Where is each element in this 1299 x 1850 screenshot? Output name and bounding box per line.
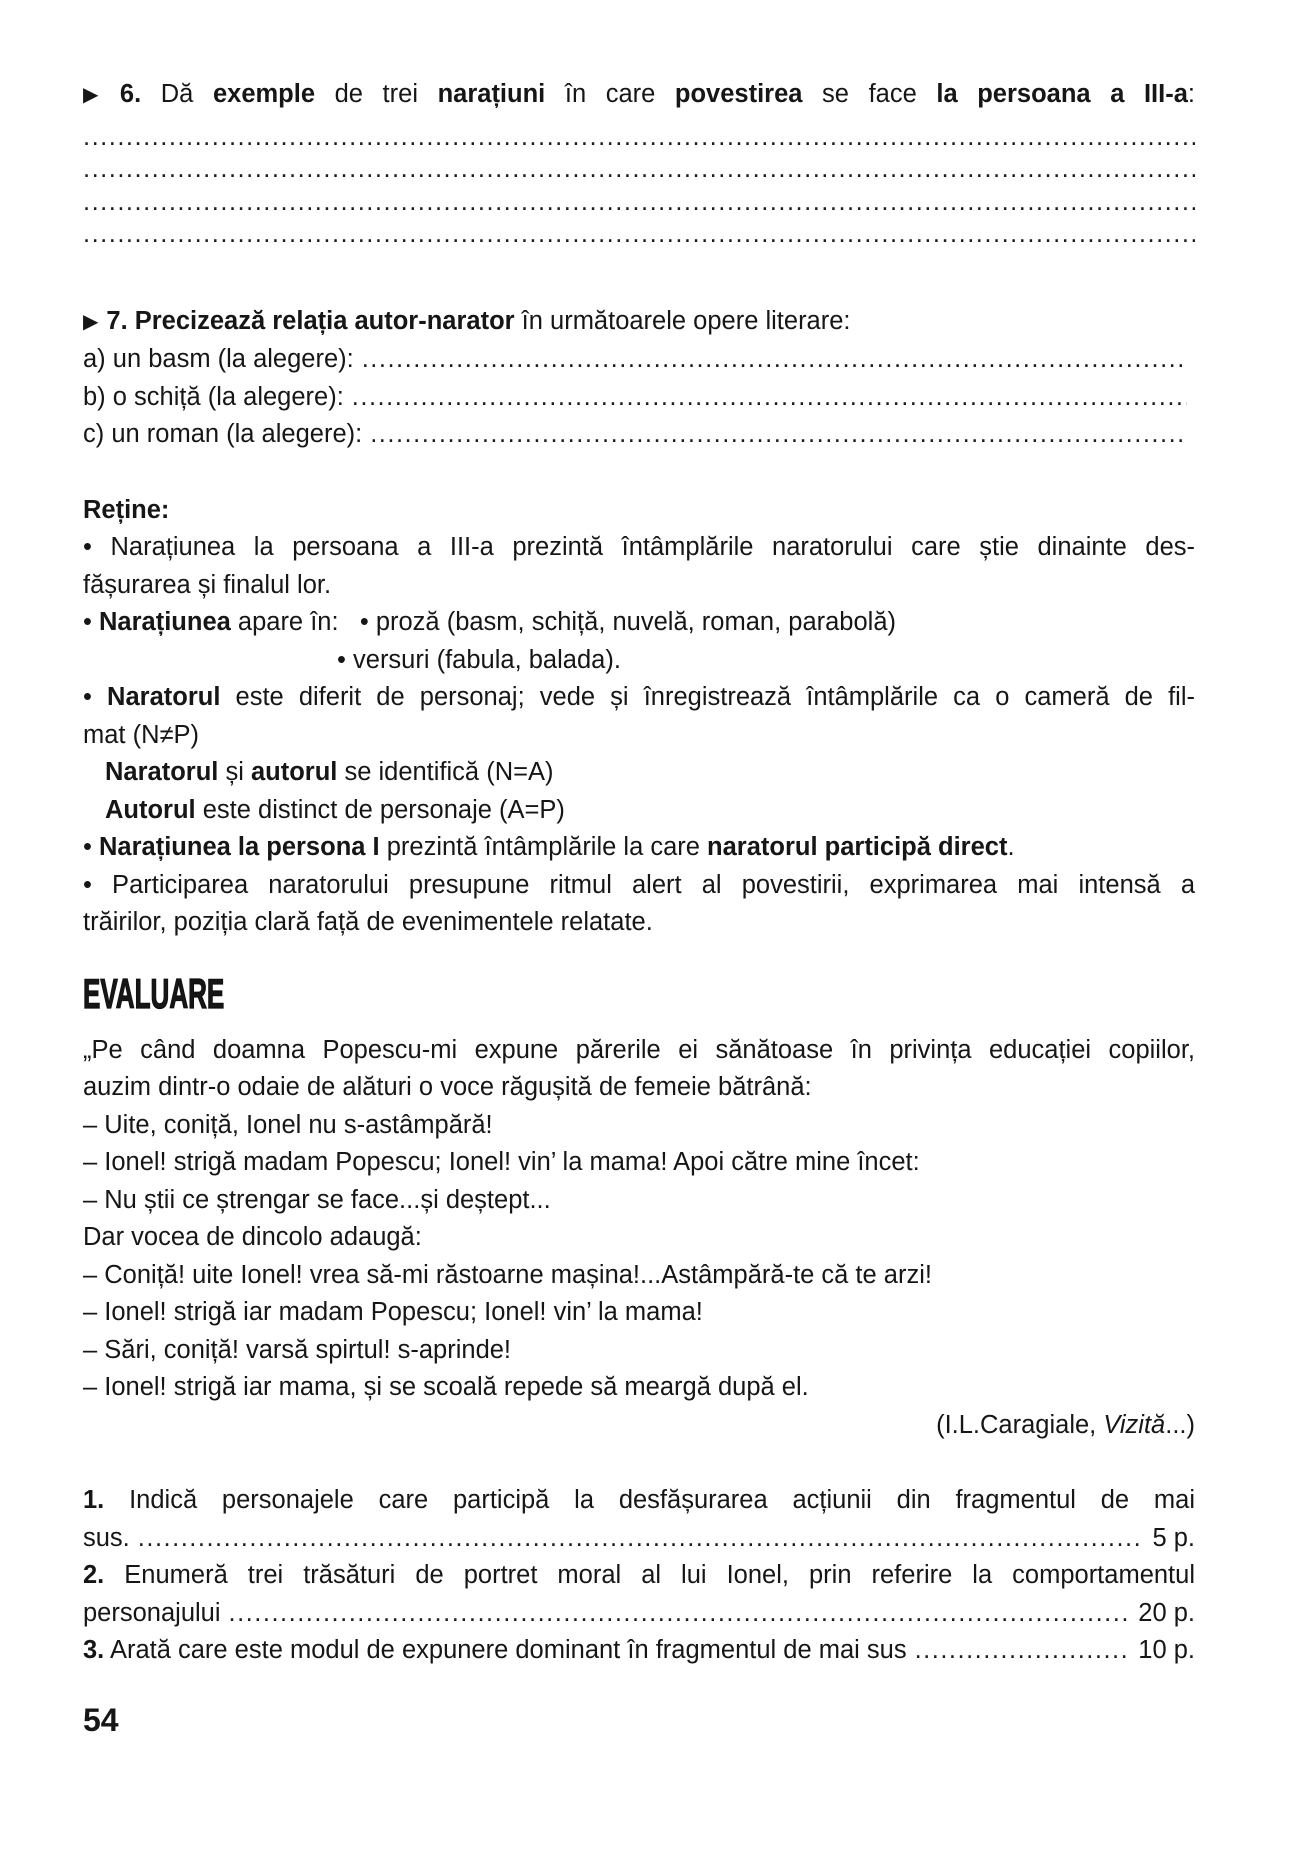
retine-bullet-2-line-2: • versuri (fabula, balada). (337, 645, 621, 674)
question-3-text: 3. Arată care este modul de expunere dominant în fragmentul de mai sus (83, 1636, 907, 1664)
exercise-marker-icon: ▶ (83, 308, 99, 333)
quote-line-4: – Ionel! strigă madam Popescu; Ionel! vin’ la mama! Apoi către mine încet: (83, 1148, 920, 1176)
exercise-7-item-c (83, 416, 1195, 454)
quote-line-2: auzim dintr-o odaie de alături o voce răgușită de femeie bătrână: (83, 1073, 812, 1101)
item-a-label: a) un basm (la alegere): (83, 345, 354, 373)
retine-bullet-4: • Narațiunea la persona I prezintă întâmplările la care naratorul participă direct. (83, 833, 1015, 861)
retine-bullet-1-line-1: • Narațiunea la persoana a III-a prezintă întâmplările naratorului care știe dinainte des- (83, 533, 1195, 561)
quote-line-9: – Sări, coniță! varsă spirtul! s-aprinde! (83, 1335, 512, 1364)
exercise-7-text: 7. Precizează relația autor-narator în următoarele opere literare: (106, 306, 851, 335)
question-2-line-2 (83, 1595, 1195, 1633)
question-1-tail: sus. (83, 1523, 130, 1552)
dotted-leader (915, 1632, 1131, 1670)
answer-line (83, 121, 1195, 154)
quote-line-8: – Ionel! strigă iar madam Popescu; Ionel! vin’ la mama! (83, 1298, 703, 1326)
quote-line-1: „Pe când doamna Popescu-mi expune părerile ei sănătoase în privința educației copiilor, (83, 1035, 1195, 1064)
question-2-points: 20 p. (1138, 1598, 1195, 1627)
item-b-label: b) o schiță (la alegere): (83, 382, 344, 411)
question-2-line-1: 2. Enumeră trei trăsături de portret moral al lui Ionel, prin referire la comportamentul (83, 1561, 1195, 1589)
exercise-6-answer-area (83, 121, 1195, 251)
answer-line (83, 153, 1195, 186)
question-3-line (83, 1632, 1195, 1670)
dotted-leader (352, 379, 1187, 417)
dotted-leader (229, 1595, 1131, 1633)
retine-bullet-5-line-2: trăirilor, poziția clară față de evenimentele relatate. (83, 908, 653, 936)
answer-line (83, 186, 1195, 219)
question-1-line-1: 1. Indică personajele care participă la desfășurarea acțiunii din fragmentul de mai (83, 1486, 1195, 1514)
exercise-6-heading (83, 76, 1195, 115)
answer-line (83, 218, 1195, 251)
retine-bullet-3-line-4: Autorul este distinct de personaje (A=P) (105, 795, 565, 824)
evaluare-title: EVALUARE (83, 969, 225, 1017)
evaluation-questions (83, 1482, 1195, 1670)
retine-bullet-3-line-1: • Naratorul este diferit de personaj; vede și înregistrează întâmplările ca o cameră de fil- (83, 683, 1196, 711)
dotted-leader (362, 341, 1187, 379)
exercise-7-heading (83, 303, 1195, 342)
retine-bullet-1-line-2: fășurarea și finalul lor. (83, 570, 332, 599)
quote-line-5: – Nu știi ce ștrengar se face...și deștept... (83, 1185, 551, 1214)
quote-line-10: – Ionel! strigă iar mama, și se scoală repede să meargă după el. (83, 1373, 809, 1401)
retine-heading: Reține: (83, 495, 170, 524)
question-1-points: 5 p. (1152, 1523, 1195, 1552)
retine-bullet-2-line-1: • Narațiunea apare în: • proză (basm, schiță, nuvelă, roman, parabolă) (83, 608, 896, 636)
page-number: 54 (83, 1701, 119, 1738)
exercise-7-item-a (83, 341, 1195, 379)
evaluation-quote (83, 1032, 1195, 1445)
dotted-leader (370, 416, 1187, 454)
quote-line-7: – Coniță! uite Ionel! vrea să-mi răstoarne mașina!...Astâmpără-te că te arzi! (83, 1260, 932, 1289)
question-3-points: 10 p. (1138, 1636, 1195, 1664)
exercise-7-item-b (83, 379, 1195, 417)
evaluare-heading (83, 968, 1195, 1020)
question-2-tail: personajului (83, 1598, 221, 1627)
question-1-line-2 (83, 1520, 1195, 1558)
exercise-6-text: 6. Dă exemple de trei narațiuni în care povestirea se face la persoana a III-a: (119, 80, 1195, 108)
retine-bullet-5-line-1: • Participarea naratorului presupune ritmul alert al povestirii, exprimarea mai intensă a (83, 870, 1195, 899)
quote-line-6: Dar vocea de dincolo adaugă: (83, 1223, 422, 1251)
quote-attribution: (I.L.Caragiale, Vizită...) (936, 1410, 1195, 1439)
quote-line-3: – Uite, coniță, Ionel nu s-astâmpără! (83, 1110, 493, 1139)
exercise-marker-icon: ▶ (83, 82, 112, 106)
item-c-label: c) un roman (la alegere): (83, 420, 363, 448)
dotted-leader (138, 1520, 1145, 1558)
retine-bullet-3-line-3: Naratorul și autorul se identifică (N=A) (105, 758, 554, 786)
retine-bullet-3-line-2: mat (N≠P) (83, 720, 199, 749)
